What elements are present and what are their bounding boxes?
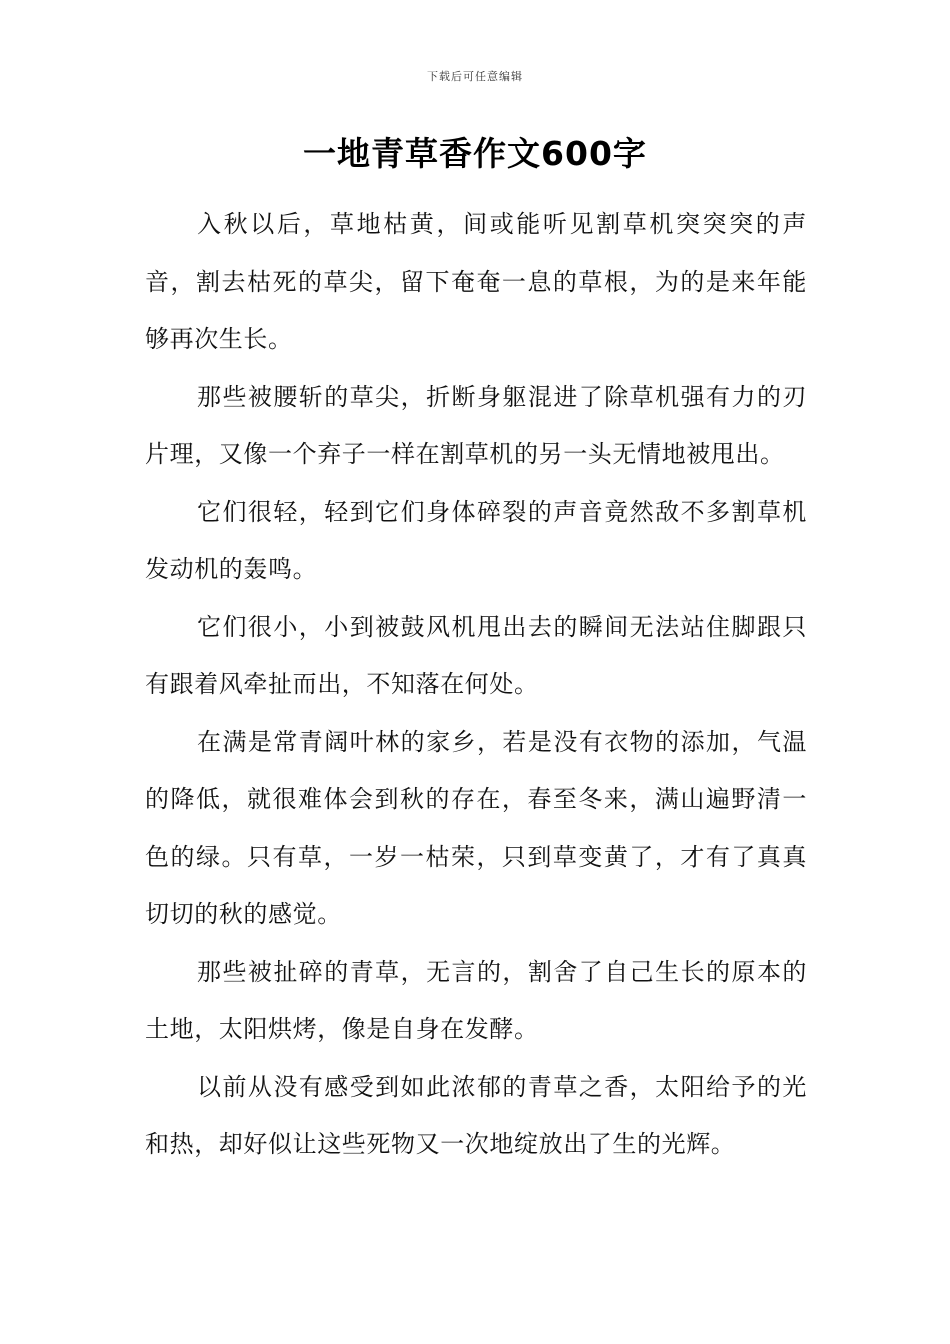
paragraph: 那些被腰斩的草尖，折断身躯混进了除草机强有力的刃片理，又像一个弃子一样在割草机的另一头无情地被甩出。: [145, 382, 807, 468]
essay-body: [145, 196, 807, 1174]
page-title: 一地青草香作文600字: [303, 134, 647, 173]
paragraph: 那些被扯碎的青草，无言的，割舍了自己生长的原本的土地，太阳烘烤，像是自身在发酵。: [145, 957, 807, 1043]
paragraph: 它们很小，小到被鼓风机甩出去的瞬间无法站住脚跟只有跟着风牵扯而出，不知落在何处。: [145, 612, 807, 698]
header-note: 下载后可任意编辑: [427, 70, 523, 83]
paragraph: 在满是常青阔叶林的家乡，若是没有衣物的添加，气温的降低，就很难体会到秋的存在，春至冬来，满山遍野清一色的绿。只有草，一岁一枯荣，只到草变黄了，才有了真真切切的秋的感觉。: [145, 727, 807, 928]
paragraph: 以前从没有感受到如此浓郁的青草之香，太阳给予的光和热，却好似让这些死物又一次地绽放出了生的光辉。: [145, 1072, 807, 1158]
paragraph: 入秋以后，草地枯黄，间或能听见割草机突突突的声音，割去枯死的草尖，留下奄奄一息的草根，为的是来年能够再次生长。: [145, 210, 807, 353]
paragraph: 它们很轻，轻到它们身体碎裂的声音竟然敌不多割草机发动机的轰鸣。: [145, 497, 807, 583]
